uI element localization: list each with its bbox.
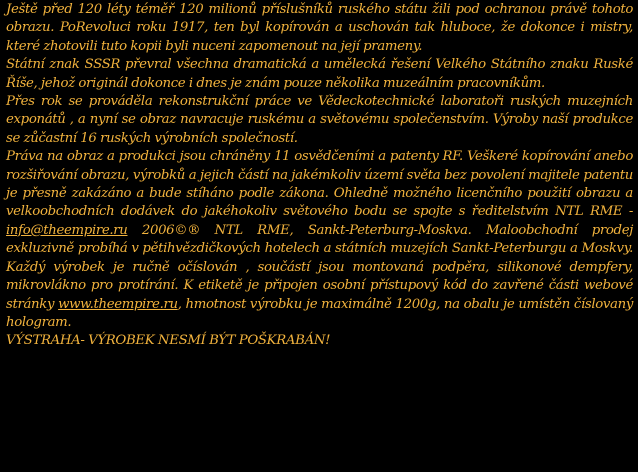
rights-text-after-website: , hmotnost výrobku je maximálně 1200g, na obalu je umístěn číslovaný hologram.: [6, 296, 633, 330]
paragraph-rights-and-sales: [6, 148, 633, 332]
rights-text-middle: 2006©® NTL RME, Sankt-Peterburg-Moskva. Maloobchodní prodej exkluzivně probíhá v pětihvězdičkových hotelech a státních muzejích Sankt-Peterburgu a Moskvy. Každý výrobek je ručně očíslován , součástí jsou montovaná podpěra, silikonové dempfery, mikrovlákno pro protírání. K etiketě je připojen osobní přístupový kód do zavřené části webové stránky: [6, 222, 633, 312]
rights-text-before-email: Práva na obraz a produkci jsou chráněny 11 osvědčeními a patenty RF. Veškeré kopírování anebo rozšiřování obrazu, výrobků a jejich částí na jakémkoliv území světa bez povolení majitele patentu je přesně zakázáno a bude stíháno podle zákona. Ohledně možného licenčního použití obrazu a velkoobchodních dodávek do jakéhokoliv světového bodu se spojte s ředitelstvím NTL RME -: [6, 149, 633, 220]
paragraph-warning: VÝSTRAHA- VÝROBEK NESMÍ BÝT POŠKRABÁN!: [6, 333, 331, 349]
paragraph-reconstruction: Přes rok se prováděla rekonstrukční práce ve Vědeckotechnické laboratoři ruských muzejních exponátů , a nyní se obraz navracuje ruskému a světovému společenstvím. Výroby naší produkce se zůčastní 16 ruských výrobních společností.: [6, 94, 633, 146]
paragraph-history: Ještě před 120 léty téměř 120 milionů příslušníků ruského státu žili pod ochranou právě tohoto obrazu. PoRevoluci roku 1917, ten byl kopírován a uschován tak hluboce, že dokonce i mistry, které zhotovili tuto kopii byli nuceni zapomenout na její prameny.: [6, 2, 633, 54]
website-link[interactable]: www.theempire.ru: [58, 296, 178, 312]
paragraph-ussr-emblem: Státní znak SSSR převral všechna dramatická a umělecká řešení Velkého Státního znaku Ruské Říše, jehož originál dokonce i dnes je znám pouze několika muzeálním pracovníkům.: [6, 57, 633, 91]
email-link[interactable]: info@theempire.ru: [6, 222, 128, 238]
